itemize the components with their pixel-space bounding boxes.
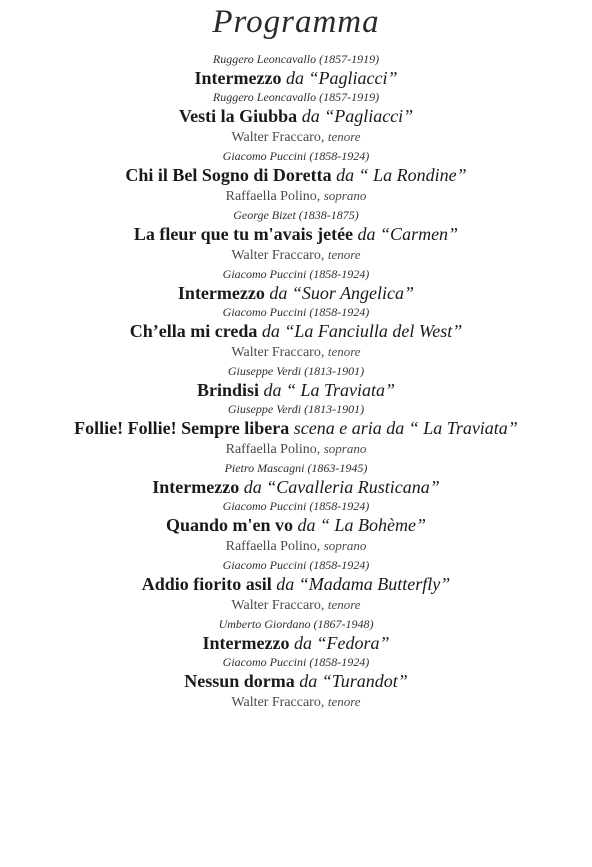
work-source: da “ La Traviata” (263, 380, 396, 400)
work-source: da “ La Bohème” (297, 515, 427, 535)
program-item (0, 51, 592, 89)
performer-name: Walter Fraccaro, (231, 345, 325, 360)
work-title: Intermezzo (152, 477, 240, 497)
work-title: Quando m'en vo (165, 515, 293, 535)
composer-name: Pietro Mascagni (1863-1945) (224, 461, 368, 475)
work-source: da “ La Rondine” (336, 165, 467, 185)
program-item (0, 460, 592, 498)
performer-name: Walter Fraccaro, (231, 598, 325, 613)
page-title: Programma (212, 4, 380, 40)
composer-name: Giacomo Puccini (1858-1924) (222, 267, 370, 281)
work-title: La fleur que tu m'avais jetée (133, 224, 354, 244)
work-source: da “Cavalleria Rusticana” (243, 477, 440, 497)
performer-line (0, 342, 592, 363)
voice-type: soprano (323, 441, 367, 456)
program-item (0, 401, 592, 460)
voice-type: soprano (323, 188, 367, 203)
work-line (0, 379, 592, 401)
work-title: Nessun dorma (184, 671, 295, 691)
performer-name: Raffaella Polino, (225, 539, 321, 554)
work-source: da “Pagliacci” (301, 106, 414, 126)
performer-name: Walter Fraccaro, (231, 695, 325, 710)
voice-type: tenore (327, 344, 361, 359)
performer-line (0, 536, 592, 557)
work-source: da “Madama Butterfly” (276, 574, 451, 594)
performer-name: Raffaella Polino, (225, 189, 321, 204)
work-source: da “Fedora” (293, 633, 390, 653)
performer-line (0, 127, 592, 148)
work-source: da “Carmen” (357, 224, 459, 244)
voice-type: tenore (327, 597, 361, 612)
work-line (0, 514, 592, 536)
program-item (0, 363, 592, 401)
work-line (0, 573, 592, 595)
voice-type: soprano (323, 538, 367, 553)
work-line (0, 223, 592, 245)
work-source: da “Pagliacci” (285, 68, 398, 88)
voice-type: tenore (327, 129, 361, 144)
work-line (0, 632, 592, 654)
performer-line (0, 186, 592, 207)
performer-line (0, 245, 592, 266)
work-title: Ch’ella mi creda (129, 321, 258, 341)
program-item (0, 266, 592, 304)
program-item (0, 89, 592, 148)
work-title: Follie! Follie! Sempre libera (74, 418, 290, 438)
work-source: scena e aria da “ La Traviata” (293, 418, 518, 438)
performer-name: Walter Fraccaro, (231, 248, 325, 263)
program-item (0, 207, 592, 266)
program-list (0, 51, 592, 713)
voice-type: tenore (327, 247, 361, 262)
work-title: Intermezzo (202, 633, 290, 653)
program-item (0, 304, 592, 363)
work-line (0, 105, 592, 127)
performer-name: Walter Fraccaro, (231, 130, 325, 145)
composer-name: Giacomo Puccini (1858-1924) (222, 149, 370, 163)
composer-name: George Bizet (1838-1875) (233, 208, 359, 222)
performer-line (0, 439, 592, 460)
program-item (0, 654, 592, 713)
work-line (0, 67, 592, 89)
composer-name: Ruggero Leoncavallo (1857-1919) (212, 90, 380, 104)
composer-name: Ruggero Leoncavallo (1857-1919) (212, 52, 380, 66)
work-line (0, 476, 592, 498)
work-title: Intermezzo (177, 283, 265, 303)
work-title: Intermezzo (194, 68, 282, 88)
work-title: Brindisi (196, 380, 259, 400)
performer-line (0, 692, 592, 713)
work-source: da “Turandot” (299, 671, 408, 691)
program-item (0, 498, 592, 557)
work-title: Vesti la Giubba (178, 106, 298, 126)
composer-name: Giacomo Puccini (1858-1924) (222, 499, 370, 513)
composer-name: Giacomo Puccini (1858-1924) (222, 558, 370, 572)
work-source: da “La Fanciulla del West” (261, 321, 463, 341)
voice-type: tenore (327, 694, 361, 709)
performer-name: Raffaella Polino, (225, 442, 321, 457)
composer-name: Giacomo Puccini (1858-1924) (222, 305, 370, 319)
composer-name: Giuseppe Verdi (1813-1901) (227, 402, 365, 416)
work-title: Chi il Bel Sogno di Doretta (125, 165, 332, 185)
program-item (0, 557, 592, 616)
work-line (0, 282, 592, 304)
work-source: da “Suor Angelica” (269, 283, 415, 303)
program-item (0, 616, 592, 654)
composer-name: Giuseppe Verdi (1813-1901) (227, 364, 365, 378)
performer-line (0, 595, 592, 616)
composer-name: Umberto Giordano (1867-1948) (218, 617, 374, 631)
program-item (0, 148, 592, 207)
work-line (0, 670, 592, 692)
composer-name: Giacomo Puccini (1858-1924) (222, 655, 370, 669)
work-line (0, 417, 592, 439)
work-line (0, 320, 592, 342)
work-line (0, 164, 592, 186)
work-title: Addio fiorito asil (141, 574, 272, 594)
